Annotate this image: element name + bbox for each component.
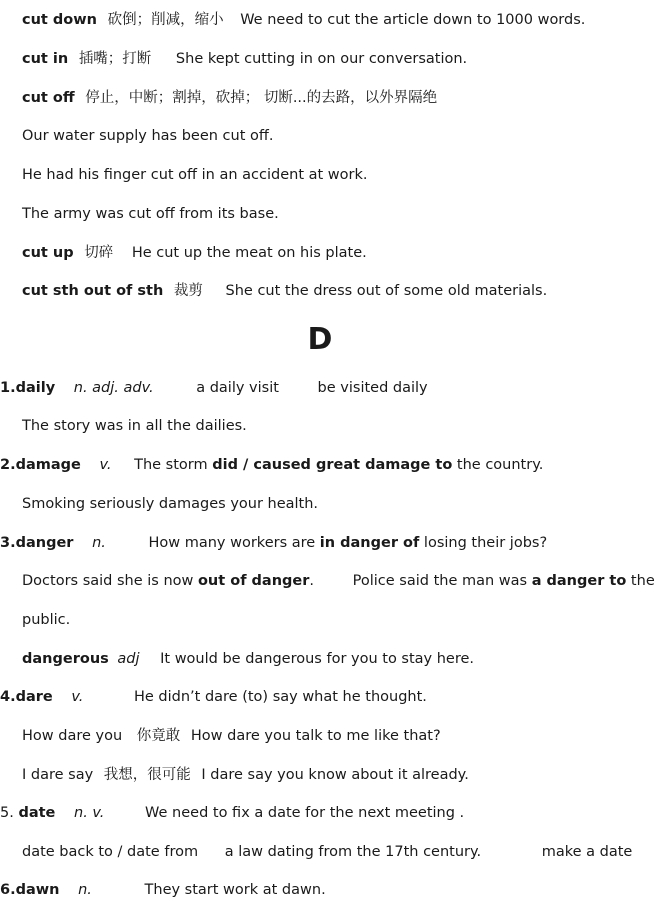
- example-sentence: They start work at dawn.: [144, 882, 326, 898]
- example-sentence: He cut up the meat on his plate.: [131, 245, 367, 261]
- example-sentence: We need to fix a date for the next meeting .: [145, 805, 465, 821]
- example-phrase: a daily visit: [196, 380, 279, 396]
- entry-number-word: 3.danger: [0, 535, 74, 551]
- section-heading: D: [307, 322, 333, 357]
- entry-number-word: 1.daily: [0, 380, 56, 396]
- meaning-cn: 裁剪: [173, 283, 203, 299]
- part-of-speech: n.: [92, 535, 106, 551]
- term: cut down: [22, 12, 97, 28]
- phrase: How dare you: [22, 728, 123, 744]
- example-sentence: She kept cutting in on our conversation.: [175, 51, 468, 67]
- date-phrases-line: [22, 842, 632, 862]
- term: cut off: [22, 90, 75, 106]
- example-text: the country.: [452, 457, 544, 473]
- term: cut sth out of sth: [22, 283, 164, 299]
- example-sentence: How dare you talk to me like that?: [190, 728, 441, 744]
- danger-examples-line: [22, 571, 655, 591]
- example-sentence: He didn’t dare (to) say what he thought.: [133, 689, 427, 705]
- phrase: date back to / date from: [22, 844, 199, 860]
- key-phrase: a danger to: [531, 573, 627, 589]
- example-text: Doctors said she is now: [22, 573, 198, 589]
- key-phrase: out of danger: [197, 573, 310, 589]
- example-sentence: We need to cut the article down to 1000 words.: [240, 12, 586, 28]
- entry-cut-in: [22, 49, 467, 69]
- example-sentence: Our water supply has been cut off.: [22, 128, 274, 144]
- example-text: Police said the man was: [352, 573, 532, 589]
- part-of-speech: n. v.: [74, 805, 105, 821]
- entry-cut-out: [22, 281, 547, 301]
- phrase: I dare say: [22, 767, 94, 783]
- phrase: make a date: [541, 844, 633, 860]
- entry-damage: [0, 455, 543, 475]
- meaning-cn: 切碎: [84, 245, 114, 261]
- part-of-speech: v.: [71, 689, 84, 705]
- example-sentence: The army was cut off from its base.: [22, 206, 279, 222]
- part-of-speech: v.: [99, 457, 112, 473]
- example-text: losing their jobs?: [419, 535, 548, 551]
- key-phrase: did / caused great damage to: [212, 457, 453, 473]
- key-phrase: in danger of: [319, 535, 420, 551]
- entry-how-dare-you: [22, 726, 441, 746]
- meaning-cn: 砍倒；削减，缩小: [107, 12, 224, 28]
- entry-i-dare-say: [22, 765, 469, 785]
- example-sentence: [134, 455, 543, 475]
- example-sentence: He had his finger cut off in an accident at work.: [22, 167, 368, 183]
- part-of-speech: n.: [78, 882, 92, 898]
- entry-number: 5.: [0, 805, 19, 821]
- example-sentence: [148, 533, 547, 553]
- entry-number-word: 2.damage: [0, 457, 81, 473]
- example-sentence-continuation: public.: [22, 612, 71, 628]
- term: cut in: [22, 51, 69, 67]
- entry-dare: [0, 687, 427, 707]
- entry-number-word: 4.dare: [0, 689, 53, 705]
- example-text: the: [626, 573, 655, 589]
- term: cut up: [22, 245, 74, 261]
- example-sentence: I dare say you know about it already.: [201, 767, 469, 783]
- example-sentence: She cut the dress out of some old materials.: [225, 283, 548, 299]
- example-sentence: It would be dangerous for you to stay here.: [160, 651, 475, 667]
- entry-daily: [0, 378, 428, 398]
- example-text: How many workers are: [148, 535, 320, 551]
- part-of-speech: adj: [117, 651, 140, 667]
- example-sentence: [353, 571, 655, 591]
- entry-dawn: [0, 880, 326, 900]
- example-text: The storm: [134, 457, 213, 473]
- derived-term: dangerous: [22, 651, 109, 667]
- entry-dangerous: [22, 649, 474, 669]
- entry-word: date: [18, 805, 56, 821]
- example-phrase: be visited daily: [317, 380, 428, 396]
- meaning-cn: 插嘴；打断: [78, 51, 152, 67]
- example-sentence: [22, 571, 314, 591]
- example-sentence: The story was in all the dailies.: [22, 418, 247, 434]
- example-phrase: a law dating from the 17th century.: [224, 844, 482, 860]
- meaning-cn: 我想，很可能: [103, 767, 191, 783]
- meaning-cn: 你竟敢: [136, 728, 181, 744]
- example-text: .: [309, 573, 315, 589]
- entry-number-word: 6.dawn: [0, 882, 60, 898]
- meaning-cn: 停止，中断；割掉，砍掉； 切断...的去路，以外界隔绝: [85, 90, 438, 106]
- entry-cut-up: [22, 243, 367, 263]
- part-of-speech: n. adj. adv.: [73, 380, 154, 396]
- example-sentence: Smoking seriously damages your health.: [22, 496, 319, 512]
- entry-cut-off: [22, 88, 437, 108]
- entry-cut-down: [22, 10, 585, 30]
- entry-danger: [0, 533, 547, 553]
- entry-date: [0, 803, 464, 823]
